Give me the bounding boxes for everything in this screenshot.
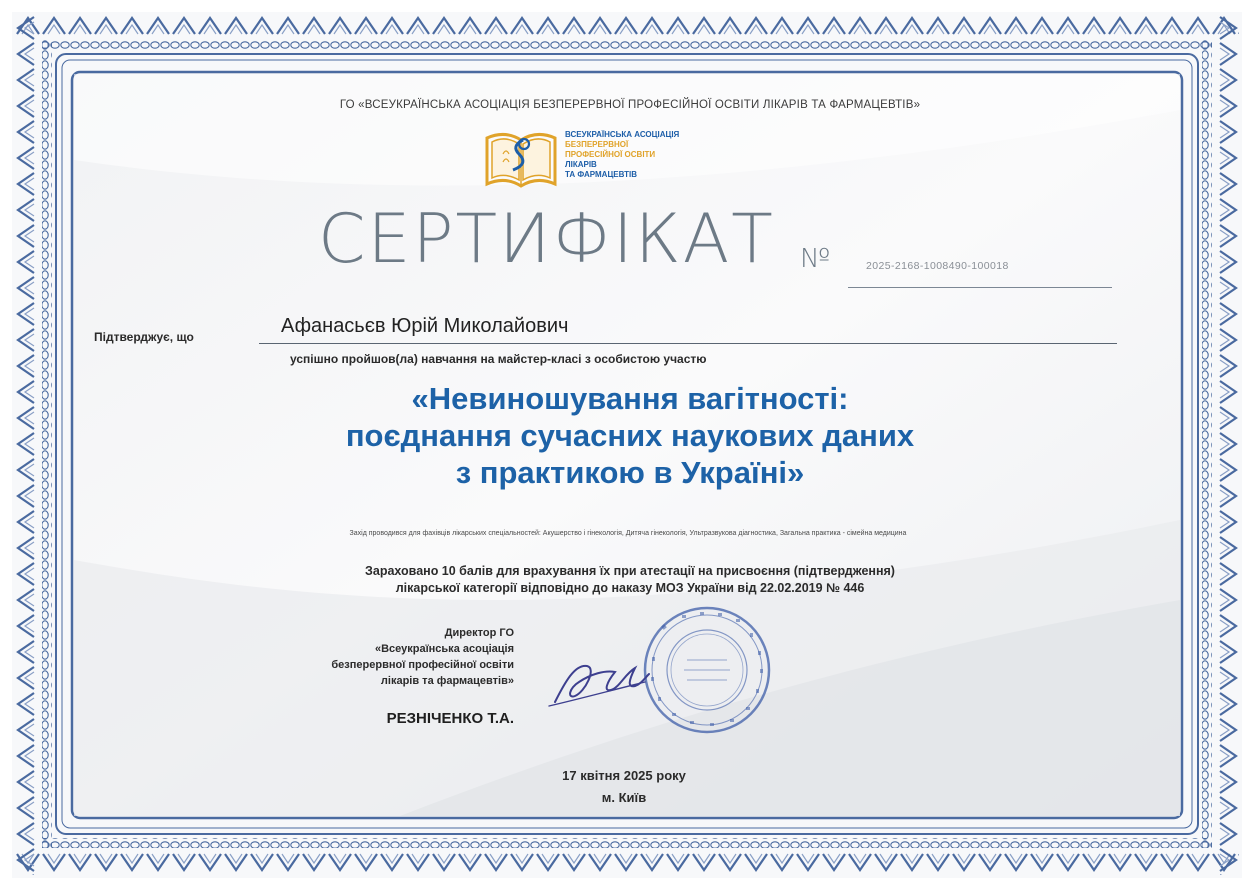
completion-statement: успішно пройшов(ла) навчання на майстер-класі з особистою участю	[290, 352, 707, 366]
signatory-line-4: лікарів та фармацевтів»	[380, 675, 514, 687]
signatory-line-2: «Всеукраїнська асоціація	[374, 643, 514, 655]
director-signature	[545, 652, 655, 712]
course-title-line-3: з практикою в Україні»	[455, 455, 805, 490]
certificate-number-label: №	[800, 244, 831, 274]
course-title	[150, 380, 1110, 491]
logo-text-line-5: ТА ФАРМАЦЕВТІВ	[565, 170, 637, 179]
issue-place: м. Київ	[601, 790, 647, 805]
points-line-2: лікарської категорії відповідно до наказу МОЗ України від 22.02.2019 № 446	[395, 581, 865, 595]
logo-text-line-3: ПРОФЕСІЙНОЇ ОСВІТИ	[565, 150, 656, 159]
recipient-name-underline	[259, 343, 1117, 344]
points-line-1: Зараховано 10 балів для врахування їх при атестації на присвоєння (підтвердження)	[365, 564, 895, 578]
course-title-line-1: «Невиношування вагітності:	[411, 381, 849, 416]
course-title-line-2: поєднання сучасних наукових даних	[345, 418, 915, 453]
signatory-line-1: Директор ГО	[444, 627, 514, 639]
organization-header: ГО «ВСЕУКРАЇНСЬКА АСОЦІАЦІЯ БЕЗПЕРЕРВНОЇ ПРОФЕСІЙНОЇ ОСВІТИ ЛІКАРІВ ТА ФАРМАЦЕВТІВ»	[339, 99, 921, 111]
logo-text-line-4: ЛІКАРІВ	[565, 160, 597, 169]
confirms-label: Підтверджує, що	[94, 330, 194, 344]
certificate-number-underline	[848, 287, 1112, 288]
issue-date: 17 квітня 2025 року	[562, 768, 686, 783]
book-caduceus-icon	[483, 124, 559, 194]
points-statement	[150, 563, 1110, 597]
logo-text-line-1: ВСЕУКРАЇНСЬКА АСОЦІАЦІЯ	[565, 130, 680, 139]
logo-text-line-2: БЕЗПЕРЕРВНОЇ	[565, 140, 629, 149]
recipient-name: Афанасьєв Юрій Миколайович	[281, 315, 569, 337]
issue-block	[400, 765, 848, 809]
official-stamp	[642, 605, 772, 735]
certificate-title: СЕРТИФІКАТ	[318, 200, 775, 279]
signatory-name: РЕЗНІЧЕНКО Т.А.	[386, 710, 514, 727]
signatory-title	[218, 625, 514, 689]
association-logo	[483, 124, 783, 194]
certificate-number: 2025-2168-1008490-100018	[866, 260, 1009, 272]
signatory-line-3: безперервної професійної освіти	[331, 659, 514, 671]
specialties-note: Захід проводився для фахівців лікарських спеціальностей: Акушерство і гінекологія, Дитяча гінекологія, Ультразвукова діагностика, Загальна практика - сімейна медицина	[349, 530, 907, 537]
